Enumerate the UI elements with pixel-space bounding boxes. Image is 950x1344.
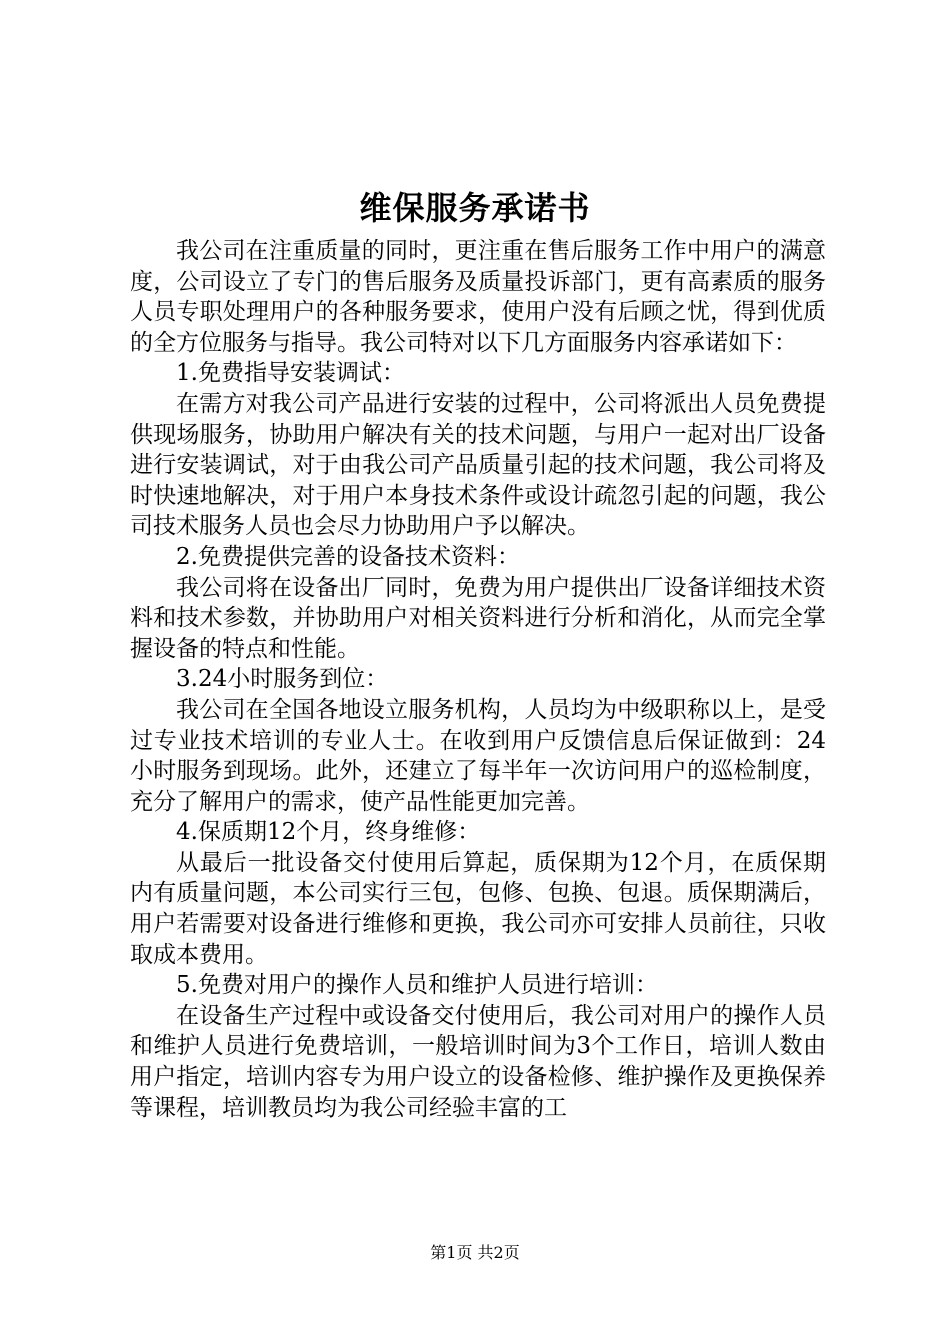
section-body-5: 在设备生产过程中或设备交付使用后，我公司对用户的操作人员和维护人员进行免费培训，一般培训时间为3个工作日，培训人数由用户指定，培训内容专为用户设立的设备检修、维护操作及更换保养等课程，培训教员均为我公司经验丰富的工 [130,1002,826,1121]
section-body-4: 从最后一批设备交付使用后算起，质保期为12个月，在质保期内有质量问题，本公司实行三包，包修、包换、包退。质保期满后，用户若需要对设备进行维修和更换，我公司亦可安排人员前往，只收取成本费用。 [130,849,826,968]
section-heading-4: 4.保质期12个月，终身维修： [176,819,481,846]
document-title: 维保服务承诺书 [359,189,591,227]
section-body-1: 在需方对我公司产品进行安装的过程中，公司将派出人员免费提供现场服务，协助用户解决有关的技术问题，与用户一起对出厂设备进行安装调试，对于由我公司产品质量引起的技术问题，我公司将及时快速地解决，对于用户本身技术条件或设计疏忽引起的问题，我公司技术服务人员也会尽力协助用户予以解决。 [130,390,826,540]
document-body [130,236,826,1123]
section-body-3: 我公司在全国各地设立服务机构，人员均为中级职称以上，是受过专业技术培训的专业人士。在收到用户反馈信息后保证做到：24小时服务到现场。此外，还建立了每半年一次访问用户的巡检制度，充分了解用户的需求，使产品性能更加完善。 [130,696,826,815]
section-heading-5: 5.免费对用户的操作人员和维护人员进行培训： [176,972,658,999]
section-heading-2: 2.免费提供完善的设备技术资料： [176,543,520,570]
section-heading-3: 3.24小时服务到位： [176,666,389,693]
page-number-footer: 第1页 共2页 [430,1243,520,1262]
section-body-2: 我公司将在设备出厂同时，免费为用户提供出厂设备详细技术资料和技术参数，并协助用户对相关资料进行分析和消化，从而完全掌握设备的特点和性能。 [130,574,826,662]
intro-paragraph: 我公司在注重质量的同时，更注重在售后服务工作中用户的满意度，公司设立了专门的售后服务及质量投诉部门，更有高素质的服务人员专职处理用户的各种服务要求，使用户没有后顾之忧，得到优质的全方位服务与指导。我公司特对以下几方面服务内容承诺如下： [130,238,826,356]
section-heading-1: 1.免费指导安装调试： [176,360,405,387]
